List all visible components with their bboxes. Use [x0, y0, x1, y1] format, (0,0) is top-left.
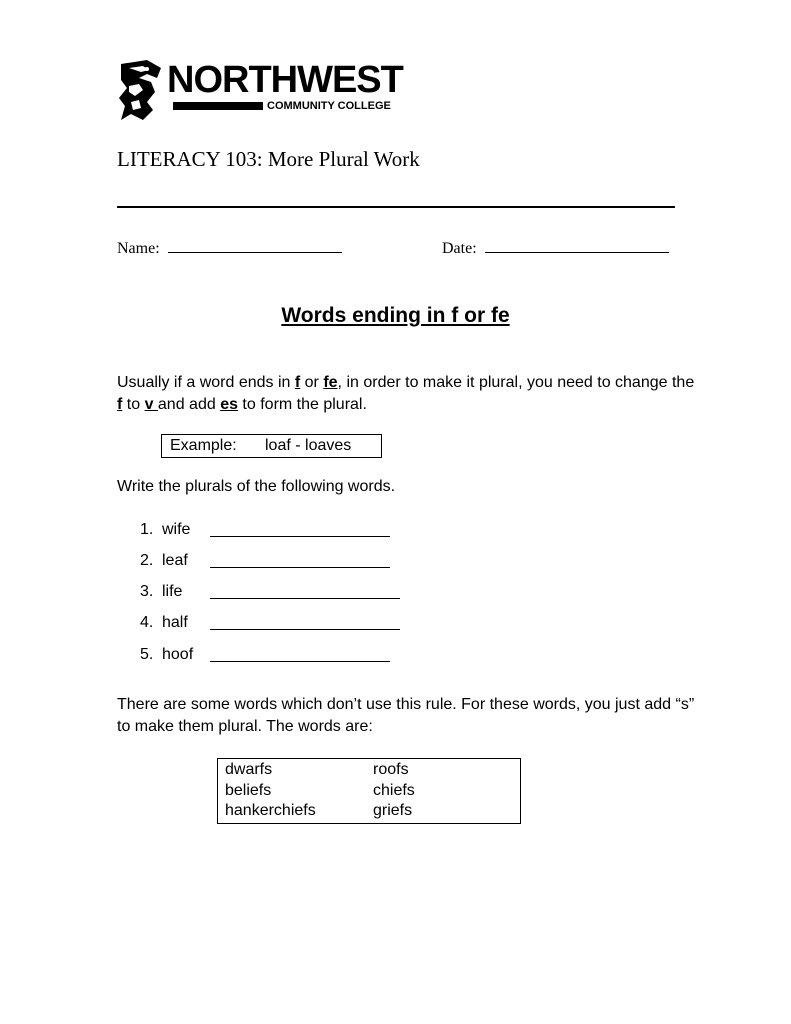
- logo-subname: COMMUNITY COLLEGE: [267, 100, 391, 112]
- example-box: [161, 434, 382, 458]
- item-word: life: [162, 583, 183, 600]
- section-heading: Words ending in f or fe: [281, 304, 510, 327]
- date-field[interactable]: [485, 236, 669, 253]
- item-word: leaf: [162, 552, 188, 569]
- exception-word: beliefs: [225, 782, 272, 799]
- rule-text-4: to: [122, 396, 145, 413]
- item-word: hoof: [162, 646, 194, 663]
- example-label: Example:: [170, 437, 237, 454]
- answer-blank[interactable]: [210, 661, 390, 662]
- rule-f: f: [294, 374, 301, 391]
- date-row: [442, 236, 669, 258]
- instruction: Write the plurals of the following words.: [117, 478, 396, 495]
- exceptions-box: [217, 758, 521, 824]
- rule-text-6: to form the plural.: [237, 396, 367, 413]
- rule-text-5: and add: [157, 396, 221, 413]
- rule-text-1: Usually if a word ends in: [117, 374, 295, 391]
- name-field[interactable]: [168, 236, 342, 253]
- exception-word: griefs: [373, 802, 413, 819]
- item-word: wife: [162, 521, 191, 538]
- item-number: 4.: [140, 614, 154, 631]
- logo-name: NORTHWEST: [167, 59, 403, 101]
- rule-fe: fe: [323, 374, 338, 391]
- example-value: loaf - loaves: [265, 437, 352, 454]
- raven-crest-icon: [117, 58, 163, 122]
- rule-f2: f: [117, 396, 123, 413]
- exception-word: chiefs: [373, 782, 415, 799]
- exceptions-paragraph: There are some words which don’t use this rule. For these words, you just add “s” to make them plural. The words are:: [117, 696, 695, 735]
- title-divider: [117, 206, 675, 208]
- item-number: 3.: [140, 583, 154, 600]
- date-label: Date:: [442, 240, 477, 257]
- answer-blank[interactable]: [210, 567, 390, 568]
- rule-es: es: [220, 396, 238, 413]
- rule-v: v: [144, 396, 158, 413]
- answer-blank[interactable]: [210, 598, 400, 599]
- exception-word: hankerchiefs: [225, 802, 316, 819]
- exception-word: roofs: [373, 761, 409, 778]
- rule-text-3: , in order to make it plural, you need to change the: [337, 374, 695, 391]
- logo-bar: [173, 102, 263, 110]
- item-word: half: [162, 614, 188, 631]
- name-label: Name:: [117, 240, 160, 257]
- exception-word: dwarfs: [225, 761, 273, 778]
- item-number: 1.: [140, 521, 154, 538]
- page-title: LITERACY 103: More Plural Work: [117, 147, 420, 171]
- rule-paragraph: [117, 372, 697, 416]
- item-number: 2.: [140, 552, 154, 569]
- answer-blank[interactable]: [210, 629, 400, 630]
- college-logo: [117, 58, 412, 124]
- answer-blank[interactable]: [210, 536, 390, 537]
- rule-text-2: or: [300, 374, 324, 391]
- item-number: 5.: [140, 646, 154, 663]
- name-row: [117, 236, 342, 258]
